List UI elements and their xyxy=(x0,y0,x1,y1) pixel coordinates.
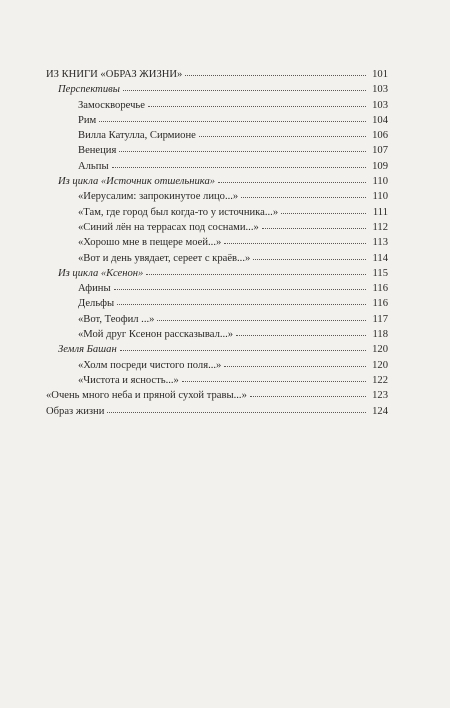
dot-leader xyxy=(199,136,366,137)
toc-entry-page-number: 112 xyxy=(372,221,388,233)
toc-entry-title: Дельфы xyxy=(78,298,115,310)
toc-entry xyxy=(46,358,388,373)
toc-entry xyxy=(46,404,388,419)
toc-entry-page-number: 120 xyxy=(372,344,388,356)
dot-leader xyxy=(262,228,366,229)
dot-leader xyxy=(185,75,366,76)
toc-entry xyxy=(46,281,388,296)
toc-entry xyxy=(46,266,388,281)
toc-entry-page-number: 120 xyxy=(372,359,388,371)
toc-entry-title: Замоскворечье xyxy=(78,99,145,111)
dot-leader xyxy=(114,289,366,290)
dot-leader xyxy=(148,106,366,107)
dot-leader xyxy=(146,274,366,275)
dot-leader xyxy=(112,167,366,168)
dot-leader xyxy=(224,243,366,244)
toc-entry-title: Перспективы xyxy=(58,84,120,96)
toc-entry-page-number: 109 xyxy=(372,160,388,172)
toc-entry-page-number: 117 xyxy=(372,313,388,325)
toc-entry xyxy=(46,312,388,327)
toc-entry xyxy=(46,174,388,189)
dot-leader xyxy=(120,350,366,351)
toc-entry-page-number: 123 xyxy=(372,390,388,402)
toc-entry-title: Вилла Катулла, Сирмионе xyxy=(78,130,196,142)
toc-entry-title: Из цикла «Источник отшельника» xyxy=(58,176,216,188)
toc-entry-page-number: 115 xyxy=(372,267,388,279)
toc-entry-page-number: 116 xyxy=(372,298,388,310)
toc-entry-page-number: 103 xyxy=(372,84,388,96)
toc-entry-title: ИЗ КНИГИ «ОБРАЗ ЖИЗНИ» xyxy=(46,69,183,80)
dot-leader xyxy=(119,151,366,152)
dot-leader xyxy=(107,412,366,413)
dot-leader xyxy=(250,396,366,397)
toc-entry-page-number: 113 xyxy=(372,237,388,249)
toc-entry-title: Афины xyxy=(78,283,111,295)
toc-entry xyxy=(46,113,388,128)
dot-leader xyxy=(224,366,366,367)
toc-entry-page-number: 103 xyxy=(372,99,388,111)
toc-entry-title: «Иерусалим: запрокинутое лицо...» xyxy=(78,191,239,203)
toc-entry xyxy=(46,235,388,250)
toc-entry-title: «Очень много неба и пряной сухой травы...» xyxy=(46,390,247,402)
toc-entry-title: «Чистота и ясность...» xyxy=(78,374,179,386)
dot-leader xyxy=(241,197,366,198)
toc-entry xyxy=(46,205,388,220)
toc-entry-page-number: 106 xyxy=(372,130,388,142)
toc-entry-page-number: 107 xyxy=(372,145,388,157)
toc-entry xyxy=(46,373,388,388)
toc-entry-page-number: 124 xyxy=(372,405,388,417)
toc-entry-title: Альпы xyxy=(78,160,109,172)
table-of-contents xyxy=(46,67,388,419)
toc-entry-title: «Мой друг Ксенон рассказывал...» xyxy=(78,329,234,341)
toc-entry-title: Рим xyxy=(78,114,97,126)
toc-entry-title: Образ жизни xyxy=(46,405,105,417)
dot-leader xyxy=(218,182,366,183)
toc-entry-page-number: 101 xyxy=(372,69,388,80)
dot-leader xyxy=(236,335,366,336)
toc-entry-title: «Вот и день увядает, сереет с краёв...» xyxy=(78,252,251,264)
toc-entry xyxy=(46,342,388,357)
toc-entry xyxy=(46,82,388,97)
dot-leader xyxy=(281,213,366,214)
toc-entry-title: «Вот, Теофил ...» xyxy=(78,313,155,325)
toc-entry-title: Из цикла «Ксенон» xyxy=(58,267,144,279)
toc-entry-page-number: 110 xyxy=(372,176,388,188)
toc-entry-page-number: 122 xyxy=(372,374,388,386)
toc-entry-page-number: 110 xyxy=(372,191,388,203)
dot-leader xyxy=(123,90,366,91)
toc-entry-page-number: 104 xyxy=(372,114,388,126)
dot-leader xyxy=(99,121,366,122)
toc-entry-page-number: 116 xyxy=(372,283,388,295)
dot-leader xyxy=(157,320,366,321)
toc-entry xyxy=(46,67,388,82)
toc-entry-title: «Хорошо мне в пещере моей...» xyxy=(78,237,222,249)
toc-entry-title: «Холм посреди чистого поля...» xyxy=(78,359,222,371)
toc-entry xyxy=(46,251,388,266)
toc-entry-page-number: 111 xyxy=(372,206,388,218)
dot-leader xyxy=(117,304,366,305)
toc-entry xyxy=(46,327,388,342)
dot-leader xyxy=(182,381,366,382)
dot-leader xyxy=(253,259,366,260)
toc-entry xyxy=(46,220,388,235)
toc-entry-title: «Там, где город был когда-то у источника...» xyxy=(78,206,279,218)
toc-entry-title: «Синий лён на террасах под соснами...» xyxy=(78,221,259,233)
toc-entry xyxy=(46,98,388,113)
toc-entry xyxy=(46,128,388,143)
toc-entry xyxy=(46,143,388,158)
toc-entry-title: Земля Башан xyxy=(58,344,117,356)
toc-entry xyxy=(46,159,388,174)
toc-entry xyxy=(46,296,388,311)
toc-entry-page-number: 114 xyxy=(372,252,388,264)
toc-entry-title: Венеция xyxy=(78,145,117,157)
toc-entry xyxy=(46,388,388,403)
toc-entry xyxy=(46,189,388,204)
toc-entry-page-number: 118 xyxy=(372,329,388,341)
